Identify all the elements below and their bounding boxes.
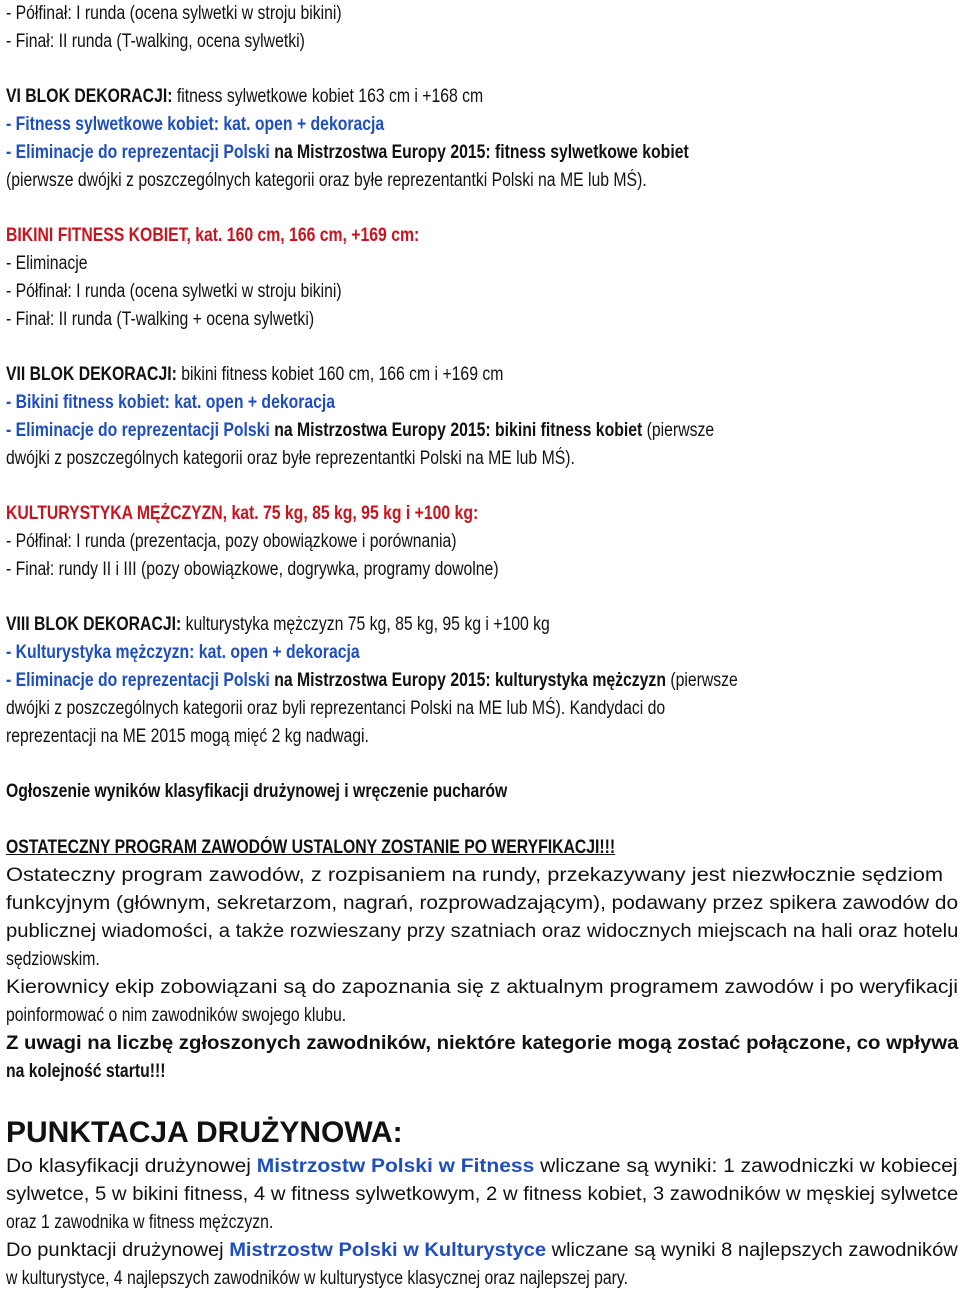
bodybuilding-round-2: - Finał: rundy II i III (pozy obowiązkowe, dogrywka, programy dowolne) — [6, 559, 499, 580]
final-p2-last: poinformować o nim zawodników swojego klubu. — [6, 1005, 347, 1026]
p2-line: Kierownicy ekip zobowiązani są do zapoznania się z aktualnym programem zawodów i po weryfikacji — [6, 977, 959, 998]
block-vii-desc: bikini fitness kobiet 160 cm, 166 cm i +169 cm — [176, 364, 504, 385]
bodybuilding-round-1: - Półfinał: I runda (prezentacja, pozy obowiązkowe i porównania) — [6, 531, 457, 552]
p3-line: Z uwagi na liczbę zgłoszonych zawodników, niektóre kategorie mogą zostać połączone, co wpływa — [6, 1033, 959, 1054]
team-a-post: wliczane są wyniki: 1 zawodniczki w kobiecej — [540, 1156, 958, 1177]
bikini-heading: BIKINI FITNESS KOBIET, kat. 160 cm, 166 cm, +169 cm: — [6, 225, 420, 246]
block-vi-elim: - Eliminacje do reprezentacji Polski — [6, 142, 270, 163]
team-a-pre: Do klasyfikacji drużynowej — [6, 1156, 251, 1177]
block-vi-desc: fitness sylwetkowe kobiet 163 cm i +168 cm — [172, 86, 484, 107]
block-viii-category — [6, 639, 360, 667]
block-vii-tail: (pierwsze — [642, 420, 715, 441]
block-viii-title: VIII BLOK DEKORACJI: — [6, 614, 182, 635]
block-vi-na: na Mistrzostwa Europy 2015 — [269, 142, 486, 163]
p1-line: publicznej wiadomości, a także rozwieszany przy szatniach oraz widocznych miejscach na hali oraz hotelu — [6, 921, 959, 942]
block-vii-category — [6, 389, 335, 417]
team-a-blue: Mistrzostw Polski w Fitness — [256, 1156, 535, 1177]
block-vi-cat-b: open + dekoracja — [250, 114, 385, 135]
bodybuilding-heading: KULTURYSTYKA MĘŻCZYZN, kat. 75 kg, 85 kg, 95 kg i +100 kg: — [6, 503, 479, 524]
final-line: - Finał: II runda (T-walking, ocena sylwetki) — [6, 31, 305, 52]
block-vi-category — [6, 111, 384, 139]
block-viii-na: na Mistrzostwa Europy 2015: kulturystyka mężczyzn — [269, 670, 666, 691]
final-p1-last: sędziowskim. — [6, 949, 100, 970]
bikini-round-2: - Półfinał: I runda (ocena sylwetki w stroju bikini) — [6, 281, 342, 302]
block-vii-na: na Mistrzostwa Europy 2015 — [269, 420, 486, 441]
p1-line: Ostateczny program zawodów, z rozpisaniem na rundy, przekazywany jest niezwłocznie sędziom — [6, 865, 944, 886]
block-viii-tail: (pierwsze — [665, 670, 738, 691]
p1-line: funkcyjnym (głównym, sekretarzom, nagrań, rozprowadzającym), podawany przez spikera zawodów do — [6, 893, 959, 914]
block-vi-note: (pierwsze dwójki z poszczególnych kategorii oraz byłe reprezentantki Polski na ME lub MŚ). — [6, 170, 647, 191]
block-vi-heading — [6, 83, 483, 111]
block-viii-elim: - Eliminacje do reprezentacji Polski — [6, 670, 270, 691]
team-b-blue: Mistrzostw Polski w Kulturystyce — [229, 1240, 547, 1261]
team-b-pre: Do punktacji drużynowej — [6, 1240, 224, 1261]
team-scoring-b-line-2: w kulturystyce, 4 najlepszych zawodników w kulturystyce klasycznej oraz najlepszej pary. — [6, 1268, 629, 1289]
bikini-round-1: - Eliminacje — [6, 253, 88, 274]
block-viii-note-2: reprezentacji na ME 2015 mogą mięć 2 kg nadwagi. — [6, 726, 369, 747]
block-vi-colon: : fitness sylwetkowe kobiet — [485, 142, 689, 163]
team-scoring-a-line-3: oraz 1 zawodnika w fitness mężczyzn. — [6, 1212, 274, 1233]
block-vii-elim: - Eliminacje do reprezentacji Polski — [6, 420, 270, 441]
block-vi-cat-a: - Fitness sylwetkowe kobiet: kat. — [6, 114, 251, 135]
block-vii-cat-a: - Bikini fitness kobiet: kat. — [6, 392, 202, 413]
team-scoring-a-line-1 — [6, 1153, 958, 1181]
bikini-round-3: - Finał: II runda (T-walking + ocena sylwetki) — [6, 309, 315, 330]
results-announcement: Ogłoszenie wyników klasyfikacji drużynowej i wręczenie pucharów — [6, 781, 508, 802]
block-vi-title: VI BLOK DEKORACJI: — [6, 86, 173, 107]
final-program-heading: OSTATECZNY PROGRAM ZAWODÓW USTALONY ZOSTANIE PO WERYFIKACJI!!! — [6, 837, 616, 858]
block-vi-eliminations — [6, 139, 689, 167]
block-vii-colon: : bikini fitness kobiet — [485, 420, 643, 441]
team-scoring-b-line-1 — [6, 1237, 958, 1265]
block-viii-eliminations — [6, 667, 738, 695]
final-p3-last: na kolejność startu!!! — [6, 1061, 166, 1082]
block-vii-eliminations — [6, 417, 714, 445]
semifinal-line: - Półfinał: I runda (ocena sylwetki w stroju bikini) — [6, 3, 342, 24]
block-viii-desc: kulturystyka mężczyzn 75 kg, 85 kg, 95 kg i +100 kg — [181, 614, 550, 635]
block-vii-note: dwójki z poszczególnych kategorii oraz byłe reprezentantki Polski na ME lub MŚ). — [6, 448, 575, 469]
team-b-post: wliczane są wyniki 8 najlepszych zawodników — [551, 1240, 958, 1261]
block-vii-heading — [6, 361, 503, 389]
block-viii-cat-b: open + dekoracja — [225, 642, 360, 663]
block-vii-cat-b: open + dekoracja — [201, 392, 336, 413]
block-vii-title: VII BLOK DEKORACJI: — [6, 364, 177, 385]
block-viii-cat-a: - Kulturystyka mężczyzn: kat. — [6, 642, 226, 663]
team-scoring-title: PUNKTACJA DRUŻYNOWA: — [6, 1116, 403, 1149]
team-scoring-a-line-2: sylwetce, 5 w bikini fitness, 4 w fitness sylwetkowym, 2 w fitness kobiet, 3 zawodników w męskiej sylwetce — [6, 1184, 959, 1205]
block-viii-note-1: dwójki z poszczególnych kategorii oraz byli reprezentanci Polski na ME lub MŚ). Kandydaci do — [6, 698, 666, 719]
block-viii-heading — [6, 611, 550, 639]
